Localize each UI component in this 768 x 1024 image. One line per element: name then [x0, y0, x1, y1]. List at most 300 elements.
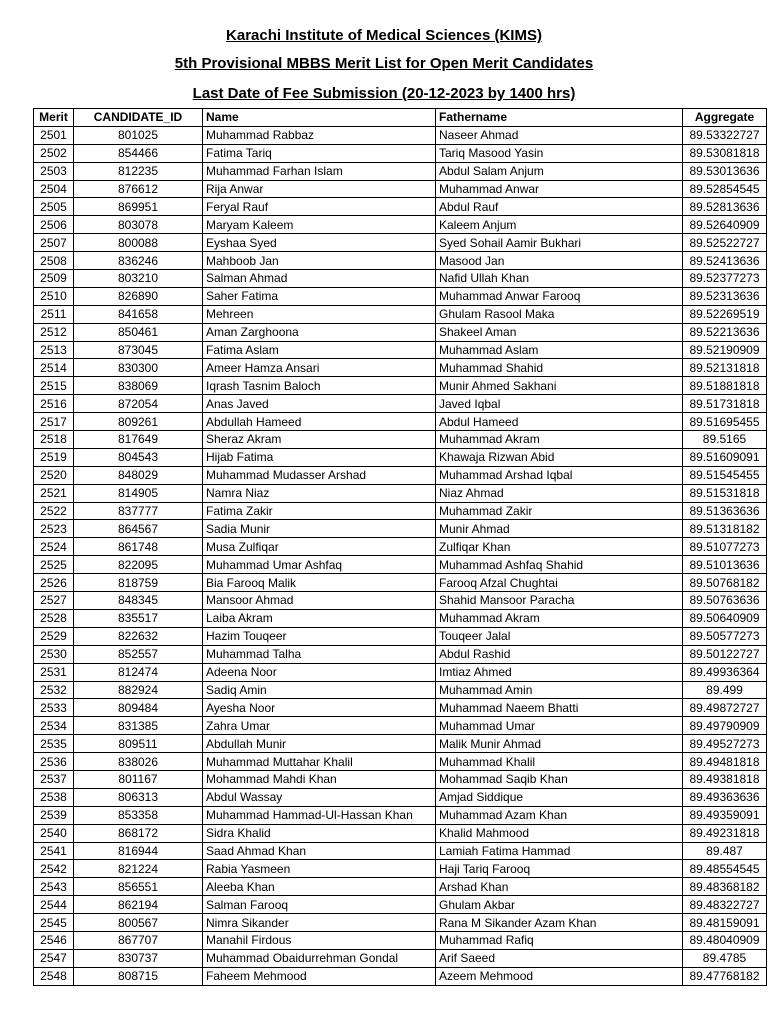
table-row	[34, 234, 767, 252]
table-row	[34, 770, 767, 788]
table-body	[34, 126, 767, 985]
name-cell: Saher Fatima	[203, 287, 436, 305]
fathername-cell: Ghulam Akbar	[436, 896, 683, 914]
fathername-cell: Zulfiqar Khan	[436, 538, 683, 556]
table-row	[34, 931, 767, 949]
fathername-cell: Muhammad Umar	[436, 717, 683, 735]
fathername-cell: Abdul Rashid	[436, 645, 683, 663]
candidate-id-cell: 800567	[74, 914, 203, 932]
merit-cell: 2541	[34, 842, 74, 860]
candidate-id-cell: 830737	[74, 949, 203, 967]
aggregate-cell: 89.52413636	[683, 252, 767, 270]
name-cell: Mahboob Jan	[203, 252, 436, 270]
merit-cell: 2519	[34, 448, 74, 466]
candidate-id-cell: 806313	[74, 788, 203, 806]
fathername-cell: Rana M Sikander Azam Khan	[436, 914, 683, 932]
aggregate-cell: 89.52377273	[683, 270, 767, 288]
fathername-cell: Shahid Mansoor Paracha	[436, 592, 683, 610]
candidate-id-cell: 803078	[74, 216, 203, 234]
fathername-cell: Nafid Ullah Khan	[436, 270, 683, 288]
table-row	[34, 252, 767, 270]
candidate-id-cell: 853358	[74, 806, 203, 824]
merit-cell: 2527	[34, 592, 74, 610]
table-row	[34, 681, 767, 699]
candidate-id-cell: 809261	[74, 413, 203, 431]
merit-cell: 2542	[34, 860, 74, 878]
aggregate-cell: 89.52854545	[683, 180, 767, 198]
candidate-id-cell: 822632	[74, 627, 203, 645]
name-cell: Faheem Mehmood	[203, 967, 436, 985]
table-row	[34, 270, 767, 288]
fathername-cell: Kaleem Anjum	[436, 216, 683, 234]
fathername-cell: Amjad Siddique	[436, 788, 683, 806]
merit-cell: 2543	[34, 878, 74, 896]
candidate-id-cell: 876612	[74, 180, 203, 198]
aggregate-cell: 89.51013636	[683, 556, 767, 574]
candidate-id-cell: 812235	[74, 162, 203, 180]
candidate-id-cell: 868172	[74, 824, 203, 842]
column-header-aggregate: Aggregate	[683, 109, 767, 127]
aggregate-cell: 89.47768182	[683, 967, 767, 985]
name-cell: Sheraz Akram	[203, 431, 436, 449]
fathername-cell: Azeem Mehmood	[436, 967, 683, 985]
fathername-cell: Muhammad Shahid	[436, 359, 683, 377]
candidate-id-cell: 838069	[74, 377, 203, 395]
name-cell: Sadia Munir	[203, 520, 436, 538]
aggregate-cell: 89.52313636	[683, 287, 767, 305]
merit-cell: 2518	[34, 431, 74, 449]
merit-cell: 2511	[34, 305, 74, 323]
fathername-cell: Muhammad Ashfaq Shahid	[436, 556, 683, 574]
fathername-cell: Mohammad Saqib Khan	[436, 770, 683, 788]
aggregate-cell: 89.53081818	[683, 144, 767, 162]
name-cell: Bia Farooq Malik	[203, 574, 436, 592]
table-row	[34, 806, 767, 824]
name-cell: Fatima Aslam	[203, 341, 436, 359]
table-row	[34, 162, 767, 180]
merit-cell: 2535	[34, 735, 74, 753]
fathername-cell: Muhammad Azam Khan	[436, 806, 683, 824]
merit-cell: 2505	[34, 198, 74, 216]
candidate-id-cell: 801167	[74, 770, 203, 788]
table-row	[34, 878, 767, 896]
aggregate-cell: 89.49381818	[683, 770, 767, 788]
candidate-id-cell: 873045	[74, 341, 203, 359]
merit-cell: 2508	[34, 252, 74, 270]
aggregate-cell: 89.50640909	[683, 609, 767, 627]
candidate-id-cell: 841658	[74, 305, 203, 323]
merit-cell: 2533	[34, 699, 74, 717]
fathername-cell: Munir Ahmed Sakhani	[436, 377, 683, 395]
aggregate-cell: 89.49872727	[683, 699, 767, 717]
table-row	[34, 431, 767, 449]
fathername-cell: Abdul Hameed	[436, 413, 683, 431]
merit-cell: 2539	[34, 806, 74, 824]
fathername-cell: Haji Tariq Farooq	[436, 860, 683, 878]
merit-cell: 2516	[34, 395, 74, 413]
aggregate-cell: 89.49790909	[683, 717, 767, 735]
table-row	[34, 574, 767, 592]
aggregate-cell: 89.49936364	[683, 663, 767, 681]
merit-cell: 2507	[34, 234, 74, 252]
table-row	[34, 735, 767, 753]
table-row	[34, 967, 767, 985]
fathername-cell: Abdul Salam Anjum	[436, 162, 683, 180]
fathername-cell: Shakeel Aman	[436, 323, 683, 341]
table-row	[34, 395, 767, 413]
table-row	[34, 717, 767, 735]
merit-cell: 2532	[34, 681, 74, 699]
table-row	[34, 216, 767, 234]
merit-cell: 2513	[34, 341, 74, 359]
fathername-cell: Muhammad Khalil	[436, 753, 683, 771]
table-row	[34, 180, 767, 198]
name-cell: Abdul Wassay	[203, 788, 436, 806]
aggregate-cell: 89.53013636	[683, 162, 767, 180]
merit-cell: 2545	[34, 914, 74, 932]
fathername-cell: Muhammad Akram	[436, 431, 683, 449]
table-row	[34, 663, 767, 681]
name-cell: Sidra Khalid	[203, 824, 436, 842]
merit-cell: 2540	[34, 824, 74, 842]
candidate-id-cell: 821224	[74, 860, 203, 878]
fathername-cell: Arshad Khan	[436, 878, 683, 896]
merit-cell: 2529	[34, 627, 74, 645]
merit-cell: 2530	[34, 645, 74, 663]
name-cell: Maryam Kaleem	[203, 216, 436, 234]
table-row	[34, 126, 767, 144]
candidate-id-cell: 848345	[74, 592, 203, 610]
candidate-id-cell: 872054	[74, 395, 203, 413]
table-row	[34, 520, 767, 538]
name-cell: Anas Javed	[203, 395, 436, 413]
fathername-cell: Farooq Afzal Chughtai	[436, 574, 683, 592]
name-cell: Rabia Yasmeen	[203, 860, 436, 878]
merit-cell: 2510	[34, 287, 74, 305]
fathername-cell: Muhammad Aslam	[436, 341, 683, 359]
candidate-id-cell: 838026	[74, 753, 203, 771]
fathername-cell: Muhammad Anwar	[436, 180, 683, 198]
merit-cell: 2512	[34, 323, 74, 341]
merit-cell: 2537	[34, 770, 74, 788]
candidate-id-cell: 816944	[74, 842, 203, 860]
fathername-cell: Munir Ahmad	[436, 520, 683, 538]
candidate-id-cell: 835517	[74, 609, 203, 627]
merit-cell: 2544	[34, 896, 74, 914]
aggregate-cell: 89.52640909	[683, 216, 767, 234]
aggregate-cell: 89.51077273	[683, 538, 767, 556]
fathername-cell: Muhammad Anwar Farooq	[436, 287, 683, 305]
aggregate-cell: 89.52269519	[683, 305, 767, 323]
candidate-id-cell: 814905	[74, 484, 203, 502]
name-cell: Laiba Akram	[203, 609, 436, 627]
fathername-cell: Touqeer Jalal	[436, 627, 683, 645]
merit-cell: 2546	[34, 931, 74, 949]
merit-cell: 2525	[34, 556, 74, 574]
aggregate-cell: 89.51363636	[683, 502, 767, 520]
aggregate-cell: 89.499	[683, 681, 767, 699]
table-row	[34, 484, 767, 502]
table-row	[34, 860, 767, 878]
candidate-id-cell: 848029	[74, 466, 203, 484]
merit-cell: 2521	[34, 484, 74, 502]
name-cell: Rija Anwar	[203, 180, 436, 198]
fathername-cell: Niaz Ahmad	[436, 484, 683, 502]
fathername-cell: Lamiah Fatima Hammad	[436, 842, 683, 860]
fathername-cell: Javed Iqbal	[436, 395, 683, 413]
name-cell: Fatima Tariq	[203, 144, 436, 162]
fathername-cell: Masood Jan	[436, 252, 683, 270]
table-row	[34, 645, 767, 663]
table-row	[34, 627, 767, 645]
name-cell: Eyshaa Syed	[203, 234, 436, 252]
table-row	[34, 341, 767, 359]
table-row	[34, 144, 767, 162]
aggregate-cell: 89.48159091	[683, 914, 767, 932]
merit-cell: 2548	[34, 967, 74, 985]
aggregate-cell: 89.51531818	[683, 484, 767, 502]
header-row	[34, 109, 767, 127]
table-row	[34, 377, 767, 395]
candidate-id-cell: 817649	[74, 431, 203, 449]
fathername-cell: Arif Saeed	[436, 949, 683, 967]
aggregate-cell: 89.52213636	[683, 323, 767, 341]
merit-cell: 2523	[34, 520, 74, 538]
column-header-fathername: Fathername	[436, 109, 683, 127]
candidate-id-cell: 869951	[74, 198, 203, 216]
table-row	[34, 198, 767, 216]
merit-cell: 2534	[34, 717, 74, 735]
merit-cell: 2520	[34, 466, 74, 484]
merit-cell: 2506	[34, 216, 74, 234]
name-cell: Muhammad Mudasser Arshad	[203, 466, 436, 484]
merit-cell: 2536	[34, 753, 74, 771]
aggregate-cell: 89.49527273	[683, 735, 767, 753]
merit-cell: 2509	[34, 270, 74, 288]
name-cell: Muhammad Talha	[203, 645, 436, 663]
aggregate-cell: 89.48322727	[683, 896, 767, 914]
fathername-cell: Khalid Mahmood	[436, 824, 683, 842]
name-cell: Muhammad Farhan Islam	[203, 162, 436, 180]
candidate-id-cell: 804543	[74, 448, 203, 466]
aggregate-cell: 89.51695455	[683, 413, 767, 431]
merit-list-table	[33, 108, 767, 986]
candidate-id-cell: 836246	[74, 252, 203, 270]
candidate-id-cell: 808715	[74, 967, 203, 985]
name-cell: Muhammad Obaidurrehman Gondal	[203, 949, 436, 967]
table-row	[34, 305, 767, 323]
table-row	[34, 538, 767, 556]
name-cell: Adeena Noor	[203, 663, 436, 681]
name-cell: Fatima Zakir	[203, 502, 436, 520]
aggregate-cell: 89.51881818	[683, 377, 767, 395]
aggregate-cell: 89.52522727	[683, 234, 767, 252]
aggregate-cell: 89.49359091	[683, 806, 767, 824]
candidate-id-cell: 809511	[74, 735, 203, 753]
merit-cell: 2531	[34, 663, 74, 681]
name-cell: Muhammad Umar Ashfaq	[203, 556, 436, 574]
table-row	[34, 323, 767, 341]
table-row	[34, 287, 767, 305]
merit-cell: 2528	[34, 609, 74, 627]
name-cell: Mohammad Mahdi Khan	[203, 770, 436, 788]
fathername-cell: Tariq Masood Yasin	[436, 144, 683, 162]
name-cell: Abdullah Munir	[203, 735, 436, 753]
table-row	[34, 592, 767, 610]
aggregate-cell: 89.48554545	[683, 860, 767, 878]
candidate-id-cell: 830300	[74, 359, 203, 377]
aggregate-cell: 89.52190909	[683, 341, 767, 359]
table-row	[34, 466, 767, 484]
table-row	[34, 413, 767, 431]
name-cell: Ameer Hamza Ansari	[203, 359, 436, 377]
fathername-cell: Imtiaz Ahmed	[436, 663, 683, 681]
merit-cell: 2514	[34, 359, 74, 377]
aggregate-cell: 89.49231818	[683, 824, 767, 842]
column-header-merit: Merit	[34, 109, 74, 127]
candidate-id-cell: 861748	[74, 538, 203, 556]
table-row	[34, 914, 767, 932]
fathername-cell: Muhammad Rafiq	[436, 931, 683, 949]
name-cell: Saad Ahmad Khan	[203, 842, 436, 860]
document-subtitle: 5th Provisional MBBS Merit List for Open Merit Candidates	[174, 55, 594, 72]
merit-cell: 2522	[34, 502, 74, 520]
candidate-id-cell: 882924	[74, 681, 203, 699]
name-cell: Hijab Fatima	[203, 448, 436, 466]
column-header-name: Name	[203, 109, 436, 127]
table-row	[34, 842, 767, 860]
candidate-id-cell: 831385	[74, 717, 203, 735]
candidate-id-cell: 800088	[74, 234, 203, 252]
candidate-id-cell: 867707	[74, 931, 203, 949]
name-cell: Feryal Rauf	[203, 198, 436, 216]
name-cell: Muhammad Rabbaz	[203, 126, 436, 144]
candidate-id-cell: 812474	[74, 663, 203, 681]
merit-cell: 2503	[34, 162, 74, 180]
table-row	[34, 949, 767, 967]
column-header-candidate-id: CANDIDATE_ID	[74, 109, 203, 127]
fathername-cell: Muhammad Amin	[436, 681, 683, 699]
candidate-id-cell: 803210	[74, 270, 203, 288]
candidate-id-cell: 822095	[74, 556, 203, 574]
candidate-id-cell: 862194	[74, 896, 203, 914]
candidate-id-cell: 826890	[74, 287, 203, 305]
fathername-cell: Muhammad Naeem Bhatti	[436, 699, 683, 717]
aggregate-cell: 89.52131818	[683, 359, 767, 377]
table-header	[34, 109, 767, 127]
document-title: Karachi Institute of Medical Sciences (KIMS)	[226, 27, 542, 44]
table-row	[34, 609, 767, 627]
name-cell: Salman Ahmad	[203, 270, 436, 288]
aggregate-cell: 89.48040909	[683, 931, 767, 949]
name-cell: Iqrash Tasnim Baloch	[203, 377, 436, 395]
name-cell: Namra Niaz	[203, 484, 436, 502]
fathername-cell: Muhammad Zakir	[436, 502, 683, 520]
name-cell: Salman Farooq	[203, 896, 436, 914]
name-cell: Hazim Touqeer	[203, 627, 436, 645]
aggregate-cell: 89.52813636	[683, 198, 767, 216]
candidate-id-cell: 818759	[74, 574, 203, 592]
aggregate-cell: 89.50577273	[683, 627, 767, 645]
candidate-id-cell: 856551	[74, 878, 203, 896]
fathername-cell: Naseer Ahmad	[436, 126, 683, 144]
aggregate-cell: 89.51731818	[683, 395, 767, 413]
aggregate-cell: 89.48368182	[683, 878, 767, 896]
aggregate-cell: 89.51609091	[683, 448, 767, 466]
name-cell: Manahil Firdous	[203, 931, 436, 949]
table-row	[34, 448, 767, 466]
name-cell: Zahra Umar	[203, 717, 436, 735]
name-cell: Mansoor Ahmad	[203, 592, 436, 610]
name-cell: Muhammad Muttahar Khalil	[203, 753, 436, 771]
candidate-id-cell: 801025	[74, 126, 203, 144]
fathername-cell: Muhammad Akram	[436, 609, 683, 627]
table-row	[34, 699, 767, 717]
table-row	[34, 896, 767, 914]
fee-deadline: Last Date of Fee Submission (20-12-2023 by 1400 hrs)	[192, 85, 576, 102]
table-row	[34, 556, 767, 574]
table-row	[34, 502, 767, 520]
aggregate-cell: 89.50763636	[683, 592, 767, 610]
merit-cell: 2526	[34, 574, 74, 592]
table-row	[34, 824, 767, 842]
fathername-cell: Abdul Rauf	[436, 198, 683, 216]
name-cell: Muhammad Hammad-Ul-Hassan Khan	[203, 806, 436, 824]
merit-cell: 2547	[34, 949, 74, 967]
aggregate-cell: 89.49363636	[683, 788, 767, 806]
table-row	[34, 788, 767, 806]
merit-cell: 2515	[34, 377, 74, 395]
aggregate-cell: 89.51318182	[683, 520, 767, 538]
merit-cell: 2538	[34, 788, 74, 806]
aggregate-cell: 89.5165	[683, 431, 767, 449]
candidate-id-cell: 809484	[74, 699, 203, 717]
name-cell: Aleeba Khan	[203, 878, 436, 896]
aggregate-cell: 89.50768182	[683, 574, 767, 592]
table-row	[34, 359, 767, 377]
name-cell: Musa Zulfiqar	[203, 538, 436, 556]
name-cell: Abdullah Hameed	[203, 413, 436, 431]
candidate-id-cell: 864567	[74, 520, 203, 538]
aggregate-cell: 89.487	[683, 842, 767, 860]
table-row	[34, 753, 767, 771]
name-cell: Aman Zarghoona	[203, 323, 436, 341]
aggregate-cell: 89.49481818	[683, 753, 767, 771]
name-cell: Sadiq Amin	[203, 681, 436, 699]
aggregate-cell: 89.51545455	[683, 466, 767, 484]
merit-cell: 2504	[34, 180, 74, 198]
aggregate-cell: 89.53322727	[683, 126, 767, 144]
fathername-cell: Ghulam Rasool Maka	[436, 305, 683, 323]
candidate-id-cell: 852557	[74, 645, 203, 663]
fathername-cell: Muhammad Arshad Iqbal	[436, 466, 683, 484]
fathername-cell: Malik Munir Ahmad	[436, 735, 683, 753]
name-cell: Nimra Sikander	[203, 914, 436, 932]
merit-cell: 2524	[34, 538, 74, 556]
merit-cell: 2502	[34, 144, 74, 162]
name-cell: Mehreen	[203, 305, 436, 323]
candidate-id-cell: 850461	[74, 323, 203, 341]
aggregate-cell: 89.4785	[683, 949, 767, 967]
name-cell: Ayesha Noor	[203, 699, 436, 717]
fathername-cell: Khawaja Rizwan Abid	[436, 448, 683, 466]
aggregate-cell: 89.50122727	[683, 645, 767, 663]
candidate-id-cell: 854466	[74, 144, 203, 162]
fathername-cell: Syed Sohail Aamir Bukhari	[436, 234, 683, 252]
candidate-id-cell: 837777	[74, 502, 203, 520]
merit-cell: 2501	[34, 126, 74, 144]
merit-cell: 2517	[34, 413, 74, 431]
